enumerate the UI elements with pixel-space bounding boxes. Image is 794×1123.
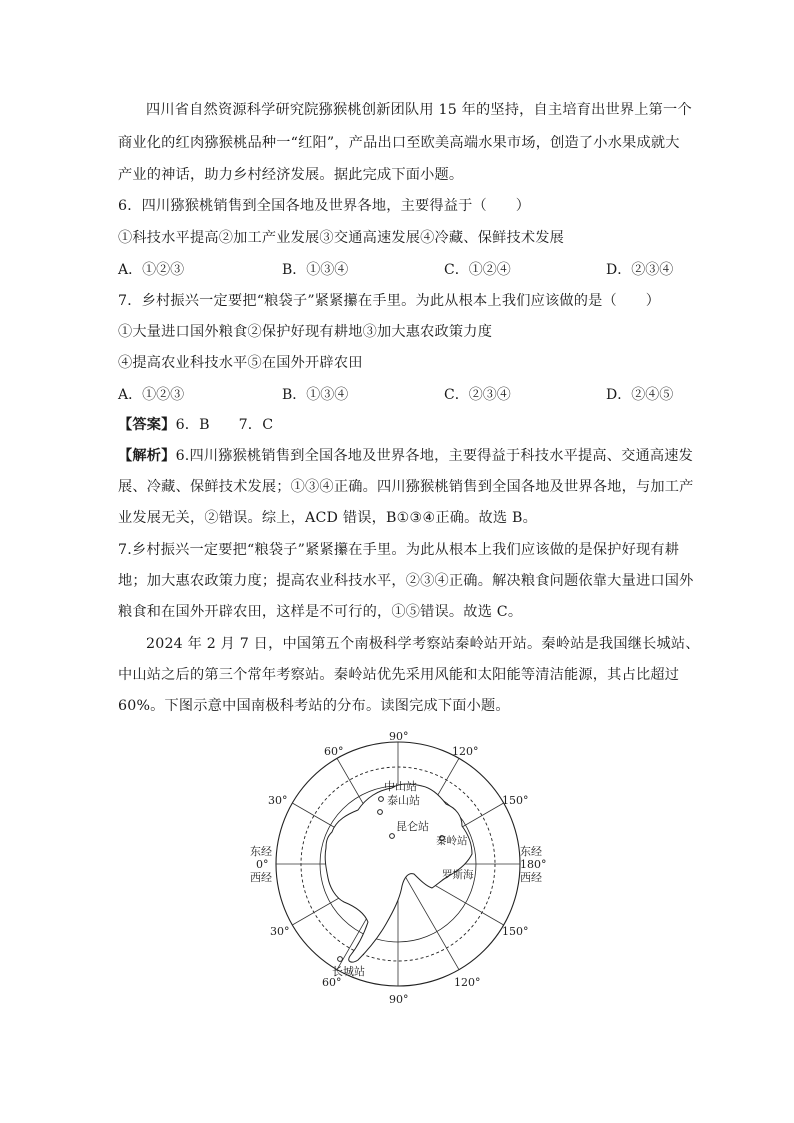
intro1-line-1: 四川省自然资源科学研究院猕猴桃创新团队用 15 年的坚持，自主培育出世界上第一个 (146, 102, 692, 118)
analysis-label: 【解析】 (118, 448, 176, 464)
analysis-line-6: 粮食和在国外开辟农田，这样是不可行的，①⑤错误。故选 C。 (118, 604, 523, 620)
analysis-text-1: 6.四川猕猴桃销售到全国各地及世界各地，主要得益于科技水平提高、交通高速发 (175, 448, 694, 464)
q7-option-c: C．②③④ (444, 387, 511, 403)
q7-option-b: B．①③④ (282, 387, 349, 403)
label-west-left: 西经 (250, 871, 272, 884)
label-60-top: 60° (324, 745, 344, 758)
q6-option-c: C．①②④ (444, 262, 511, 278)
kunlun-station-marker (390, 834, 395, 839)
antarctica-stations-map (236, 728, 560, 1018)
intro1-line-3: 产业的神话，助力乡村经济发展。据此完成下面小题。 (118, 167, 464, 183)
label-30-left-bottom: 30° (270, 925, 290, 938)
intro2-line-3: 60%。下图示意中国南极科考站的分布。读图完成下面小题。 (118, 698, 510, 714)
q6-option-a: A．①②③ (118, 262, 185, 278)
label-120-bottom: 120° (454, 976, 481, 989)
intro1-line-2: 商业化的红肉猕猴桃品种一“红阳”，产品出口至欧美高端水果市场，创造了小水果成就大 (118, 135, 680, 151)
label-90-top: 90° (389, 730, 409, 743)
label-60-bottom: 60° (322, 976, 342, 989)
taishan-label: 泰山站 (387, 794, 420, 807)
q6-items: ①科技水平提高②加工产业发展③交通高速发展④冷藏、保鲜技术发展 (118, 230, 565, 246)
label-30-left-top: 30° (268, 794, 288, 807)
changcheng-label: 长城站 (332, 965, 365, 978)
label-east-left: 东经 (250, 845, 272, 858)
analysis-line-3: 业发展无关，②错误。综上，ACD 错误，B①③④正确。故选 B。 (118, 510, 538, 526)
label-90-bottom: 90° (389, 993, 409, 1006)
q6-stem: 6．四川猕猴桃销售到全国各地及世界各地，主要得益于（ ） (118, 198, 531, 214)
q7-option-a: A．①②③ (118, 387, 185, 403)
intro2-line-1: 2024 年 2 月 7 日，中国第五个南极科学考察站秦岭站开站。秦岭站是我国继长城站、 (146, 636, 700, 652)
label-east-right: 东经 (520, 845, 542, 858)
analysis-line-5: 地；加大惠农政策力度；提高农业科技水平，②③④正确。解决粮食问题依靠大量进口国外 (118, 573, 694, 589)
label-180: 180° (520, 858, 547, 871)
zhongshan-label: 中山站 (384, 780, 417, 793)
analysis-line-2: 展、冷藏、保鲜技术发展；①③④正确。四川猕猴桃销售到全国各地及世界各地，与加工产 (118, 479, 694, 495)
zhongshan-station-marker (379, 797, 384, 802)
q7-items-1: ①大量进口国外粮食②保护好现有耕地③加大惠农政策力度 (118, 324, 493, 340)
analysis-line-1 (118, 446, 693, 466)
answer-line (118, 415, 273, 435)
kunlun-label: 昆仑站 (396, 820, 429, 833)
qinling-label: 秦岭站 (436, 835, 468, 847)
changcheng-station-marker (338, 957, 343, 962)
ross-sea-label: 罗斯海 (442, 869, 474, 881)
label-west-right: 西经 (520, 871, 542, 884)
q7-items-2: ④提高农业科技水平⑤在国外开辟农田 (118, 355, 363, 371)
taishan-station-marker (378, 810, 383, 815)
q6-option-b: B．①③④ (282, 262, 349, 278)
answer-label: 【答案】 (118, 417, 176, 433)
answer-text: 6．B 7．C (175, 417, 274, 433)
label-0: 0° (256, 858, 269, 871)
q7-stem: 7．乡村振兴一定要把“粮袋子”紧紧攥在手里。为此从根本上我们应该做的是（ ） (118, 293, 661, 309)
q7-option-d: D．②④⑤ (606, 387, 674, 403)
q6-option-d: D．②③④ (606, 262, 674, 278)
analysis-line-4: 7.乡村振兴一定要把“粮袋子”紧紧攥在手里。为此从根本上我们应该做的是保护好现有耕 (118, 542, 680, 558)
intro2-line-2: 中山站之后的第三个常年考察站。秦岭站优先采用风能和太阳能等清洁能源，其占比超过 (118, 667, 680, 683)
label-120-top: 120° (452, 745, 479, 758)
label-150-right-bottom: 150° (502, 925, 529, 938)
label-150-right-top: 150° (502, 794, 529, 807)
